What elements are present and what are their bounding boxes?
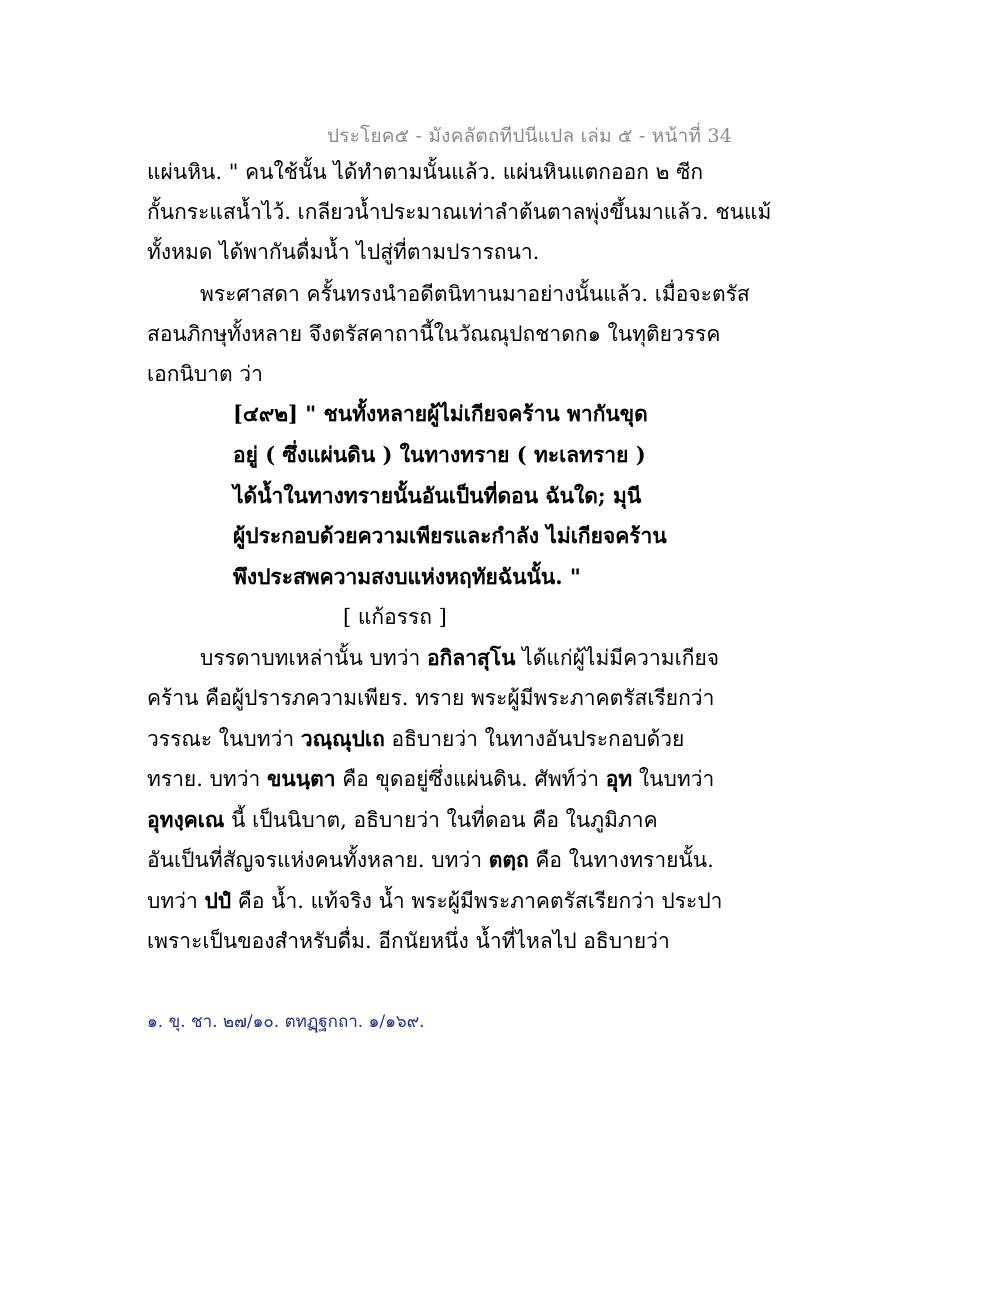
- text-line: สอนภิกษุทั้งหลาย จึงตรัสคาถานี้ในวัณณุปถชาดก๑ ในทุติยวรรค: [147, 322, 721, 346]
- body-line: เพราะเป็นของสำหรับดื่ม. อีกนัยหนึ่ง น้ำที่ไหลไป อธิบายว่า: [147, 929, 670, 953]
- text-line: ทั้งหมด ได้พากันดื่มน้ำ ไปสู่ที่ตามปรารถนา.: [147, 240, 540, 264]
- text-line: พระศาสดา ครั้นทรงนำอดีตนิทานมาอย่างนั้นแล้ว. เมื่อจะตรัส: [200, 282, 750, 306]
- body-line: บรรดาบทเหล่านั้น บทว่า อกิลาสุโน ได้แก่ผู้ไม่มีความเกียจ: [200, 645, 720, 670]
- text-line: เอกนิบาต ว่า: [147, 362, 263, 386]
- text-line: กั้นกระแสน้ำไว้. เกลียวน้ำประมาณเท่าลำต้นตาลพุ่งขึ้นมาแล้ว. ชนแม้: [147, 200, 772, 224]
- verse-line: [๔๙๒] " ชนทั้งหลายผู้ไม่เกียจคร้าน พากันขุด: [233, 401, 648, 426]
- verse-line: อยู่ ( ซึ่งแผ่นดิน ) ในทางทราย ( ทะเลทราย ): [233, 442, 646, 467]
- body-line: ทราย. บทว่า ขนนฺตา คือ ขุดอยู่ซึ่งแผ่นดิน. ศัพท์ว่า อุท ในบทว่า: [147, 766, 715, 791]
- verse-line: ผู้ประกอบด้วยความเพียรและกำลัง ไม่เกียจคร้าน: [233, 523, 667, 548]
- body-line: วรรณะ ในบทว่า วณฺณุปเถ อธิบายว่า ในทางอันประกอบด้วย: [147, 726, 685, 751]
- body-line: คร้าน คือผู้ปรารภความเพียร. ทราย พระผู้มีพระภาคตรัสเรียกว่า: [147, 686, 715, 710]
- section-heading: [ แก้อรรถ ]: [343, 605, 447, 629]
- body-line: อุทงฺคเณ นี้ เป็นนิบาต, อธิบายว่า ในที่ดอน คือ ในภูมิภาค: [147, 807, 658, 832]
- text-line: แผ่นหิน. " คนใช้นั้น ได้ทำตามนั้นแล้ว. แผ่นหินแตกออก ๒ ซีก: [147, 160, 704, 184]
- body-line: บทว่า ปปํ คือ น้ำ. แท้จริง น้ำ พระผู้มีพระภาคตรัสเรียกว่า ประปา: [147, 888, 723, 913]
- verse-line: พึงประสพความสงบแห่งหฤทัยฉันนั้น. ": [233, 564, 581, 589]
- verse-line: ได้น้ำในทางทรายนั้นอันเป็นที่ดอน ฉันใด; มุนี: [233, 483, 642, 508]
- body-line: อันเป็นที่สัญจรแห่งคนทั้งหลาย. บทว่า ตตฺถ คือ ในทางทรายนั้น.: [147, 847, 714, 872]
- footnote: ๑. ขุ. ชา. ๒๗/๑๐. ตทฏฺฐกถา. ๑/๑๖๙.: [147, 1012, 425, 1032]
- page-header: ประโยค๕ - มังคลัตถทีปนีแปล เล่ม ๕ - หน้าที่ 34: [327, 125, 733, 147]
